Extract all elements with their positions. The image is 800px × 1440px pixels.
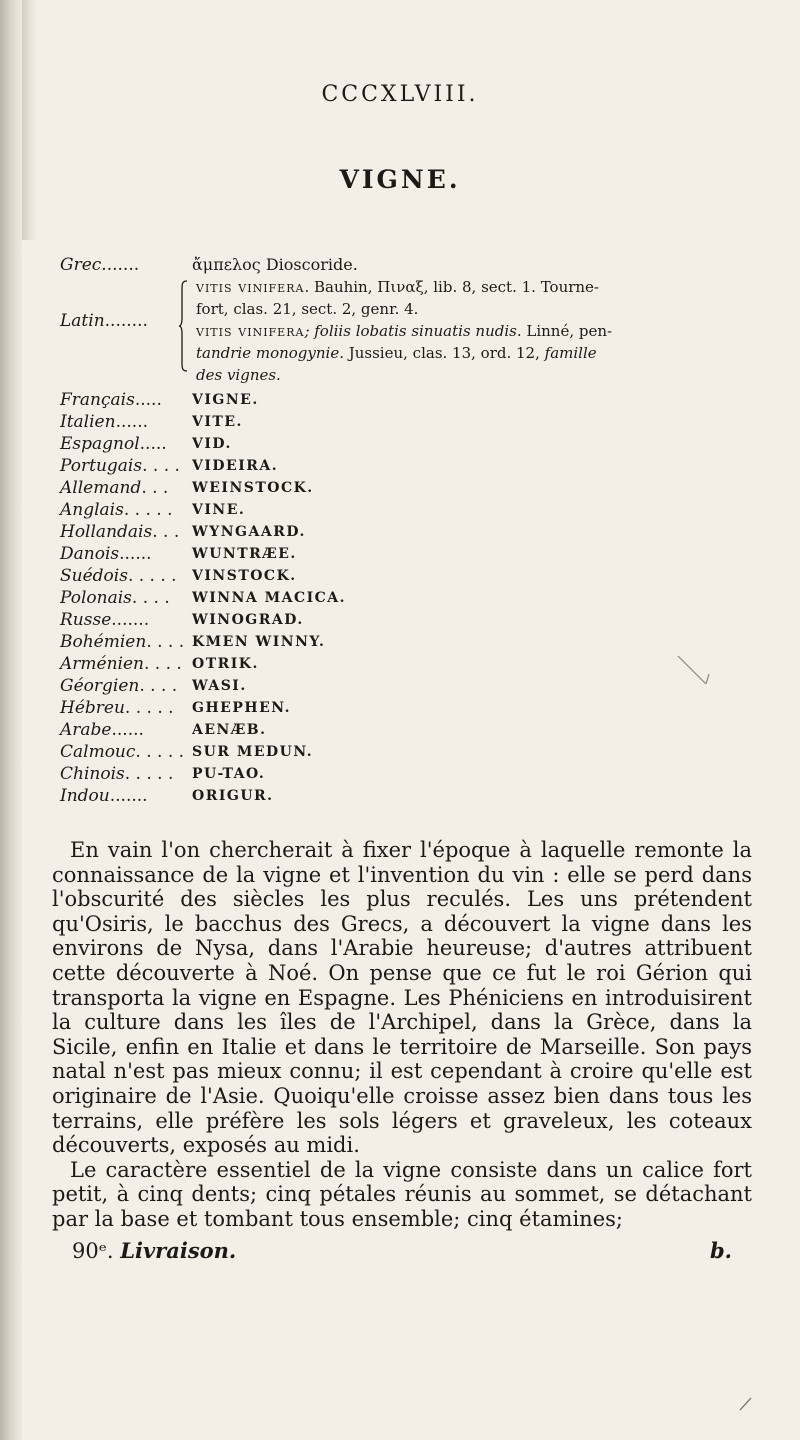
latin-line-2: fort, clas. 21, sect. 2, genr. 4. [196,300,419,318]
latin-line-3: vitis vinifera; foliis lobatis sinuatis nudis. Linné, pen- [196,322,613,340]
language-label: Portugais. . . . [60,456,180,476]
greek-language-label: Grec....... [60,255,140,275]
paragraph: Le caractère essentiel de la vigne consiste dans un calice fort petit, à cinq dents; cinq pétales réunis au sommet, se détachant par la base et tombant tous ensemble; cinq étamines; [52,1157,752,1231]
language-label: Calmouc. . . . . [60,742,185,762]
latin-line-1: vitis vinifera. Bauhin, Πιναξ, lib. 8, sect. 1. Tourne- [196,278,600,296]
page-title: VIGNE. [339,165,461,194]
language-label: Hollandais. . . [60,522,180,542]
vernacular-name: PU-TAO. [192,766,266,782]
language-label: Italien...... [60,412,149,432]
language-label: Espagnol..... [60,434,167,454]
language-label: Russe....... [60,610,150,630]
vernacular-name: VID. [192,436,232,452]
vernacular-name: GHEPHEN. [192,700,292,716]
vernacular-name: ORIGUR. [192,788,274,804]
latin-brace [178,280,188,372]
language-label: Arabe...... [60,720,144,740]
page-number: CCCXLVIII. [321,82,479,107]
latin-language-label: Latin........ [60,311,148,331]
body-text [52,838,752,1232]
vernacular-name: SUR MEDUN. [192,744,314,760]
vernacular-name: VIDEIRA. [192,458,279,474]
language-label: Arménien. . . . [60,654,182,674]
language-label: Danois...... [60,544,152,564]
language-label: Indou....... [60,786,148,806]
latin-line-4: tandrie monogynie. Jussieu, clas. 13, ord. 12, famille [196,344,597,362]
vernacular-name: VIGNE. [192,392,259,408]
vernacular-name: OTRIK. [192,656,259,672]
vernacular-name: WUNTRÆE. [192,546,297,562]
language-label: Allemand. . . [60,478,169,498]
greek-name: ἄμπελος Dioscoride. [192,255,358,274]
signature-footer [72,1238,732,1268]
paragraph: En vain l'on chercherait à fixer l'époque à laquelle remonte la connaissance de la vigne et l'invention du vin : elle se perd dans l'obscurité des siècles les plus reculés. Les uns prétendent qu'Osiris, le bacchus des Grecs, a découvert la vigne dans les environs de Nysa, dans l'Arabie heureuse; d'autres attribuent cette découverte à Noé. On pense que ce fut le roi Gérion qui transporta la vigne en Espagne. Les Phéniciens en introduisirent la culture dans les îles de l'Archipel, dans la Grèce, dans la Sicile, enfin en Italie et dans le territoire de Marseille. Son pays natal n'est pas mieux connu; il est cependant à croire qu'elle est originaire de l'Asie. Quoiqu'elle croisse assez bien dans tous les terrains, elle préfère les sols légers et graveleux, les coteaux découverts, exposés au midi. [52,838,752,1158]
vernacular-name: WINNA MACICA. [192,590,347,606]
language-label: Polonais. . . . [60,588,170,608]
vernacular-name: AENÆB. [192,722,267,738]
signature-mark: b. [710,1238,732,1263]
vernacular-name: WEINSTOCK. [192,480,314,496]
pencil-mark [676,654,712,688]
vernacular-name: VINSTOCK. [192,568,297,584]
language-label: Anglais. . . . . [60,500,173,520]
language-label: Français..... [60,390,162,410]
vernacular-name: WYNGAARD. [192,524,306,540]
pencil-mark [738,1396,754,1412]
vernacular-name: WASI. [192,678,247,694]
delivery-label: 90ᵉ. Livraison. [72,1238,237,1263]
vernacular-name: VITE. [192,414,243,430]
language-label: Géorgien. . . . [60,676,178,696]
language-label: Hébreu. . . . . [60,698,174,718]
latin-line-5: des vignes. [196,366,281,384]
gutter-shadow [22,0,36,240]
language-label: Chinois. . . . . [60,764,174,784]
language-label: Suédois. . . . . [60,566,177,586]
language-label: Bohémien. . . . [60,632,185,652]
vernacular-name: KMEN WINNY. [192,634,326,650]
vernacular-name: WINOGRAD. [192,612,304,628]
vernacular-name: VINE. [192,502,246,518]
book-spine-edge [0,0,22,1440]
